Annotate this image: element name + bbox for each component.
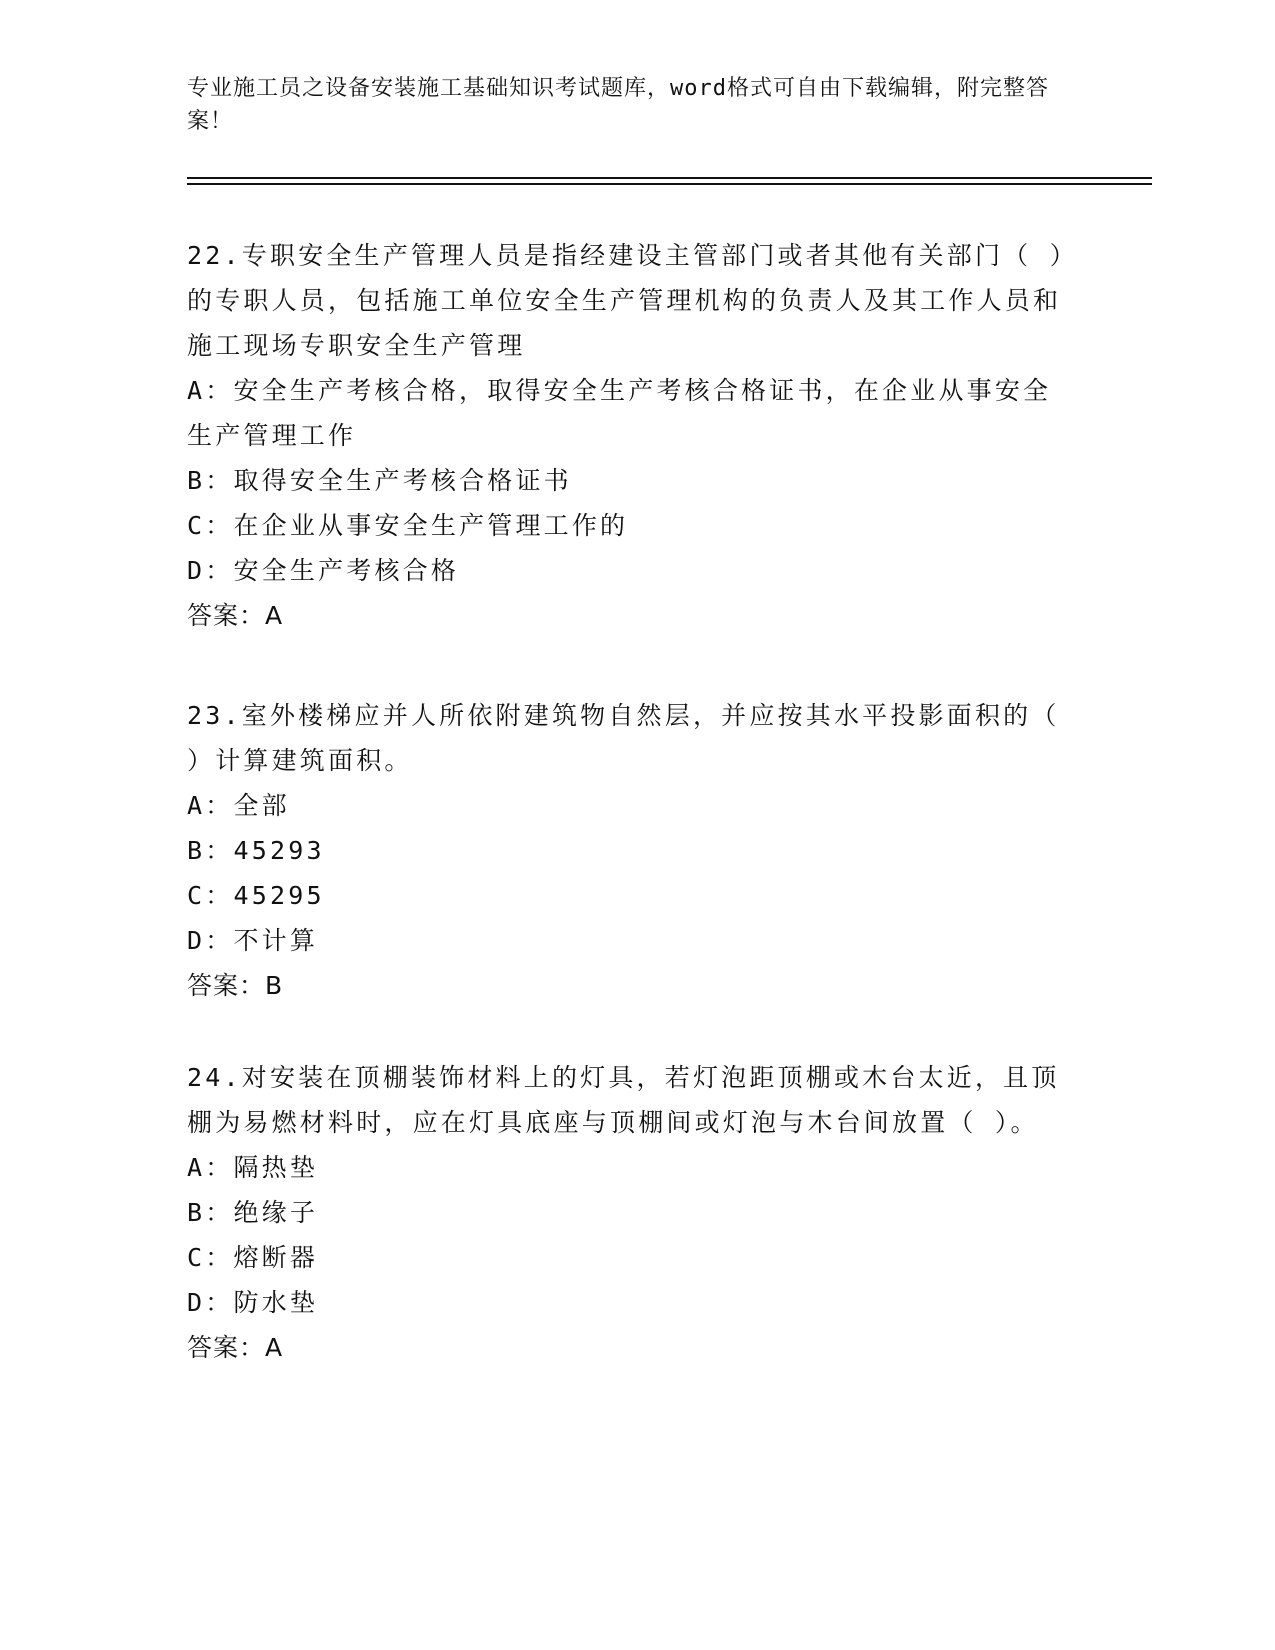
option-letter: D： — [187, 926, 234, 955]
option-text: 取得安全生产考核合格证书 — [233, 466, 572, 495]
answer-line: 答案：A — [187, 1333, 284, 1362]
option-a — [187, 783, 1067, 828]
option-text: 安全生产考核合格，取得安全生产考核合格证书，在企业从事安全生产管理工作 — [187, 376, 1052, 450]
option-b — [187, 458, 1067, 503]
option-text: 不计算 — [233, 926, 319, 955]
option-text: 隔热垫 — [233, 1153, 319, 1182]
option-b — [187, 1190, 1067, 1235]
option-text: 45295 — [233, 881, 325, 910]
option-text: 全部 — [233, 791, 290, 820]
option-c — [187, 873, 1067, 918]
option-letter: A： — [187, 376, 234, 405]
answer-line: 答案：B — [187, 971, 284, 1000]
option-letter: A： — [187, 1153, 234, 1182]
option-text: 在企业从事安全生产管理工作的 — [233, 511, 629, 540]
option-letter: B： — [187, 466, 234, 495]
option-text: 绝缘子 — [233, 1198, 319, 1227]
option-text: 安全生产考核合格 — [233, 556, 460, 585]
document-header: 专业施工员之设备安装施工基础知识考试题库，word格式可自由下载编辑，附完整答案！ — [187, 76, 1049, 134]
header-rule-top — [187, 177, 1152, 179]
question-stem: 22.专职安全生产管理人员是指经建设主管部门或者其他有关部门（ ）的专职人员，包括施工单位安全生产管理机构的负责人及其工作人员和施工现场专职安全生产管理 — [187, 241, 1066, 360]
question-24 — [187, 1055, 1067, 1370]
option-text: 防水垫 — [233, 1288, 319, 1317]
option-b — [187, 828, 1067, 873]
option-d — [187, 918, 1067, 963]
option-letter: C： — [187, 881, 234, 910]
option-a — [187, 368, 1067, 458]
answer-line: 答案：A — [187, 601, 284, 630]
option-a — [187, 1145, 1067, 1190]
option-letter: B： — [187, 836, 234, 865]
option-text: 45293 — [233, 836, 325, 865]
option-d — [187, 1280, 1067, 1325]
option-letter: C： — [187, 511, 234, 540]
question-stem: 23.室外楼梯应并人所依附建筑物自然层，并应按其水平投影面积的（ ）计算建筑面积。 — [187, 701, 1078, 775]
option-letter: B： — [187, 1198, 234, 1227]
option-letter: D： — [187, 556, 234, 585]
option-d — [187, 548, 1067, 593]
question-23 — [187, 693, 1078, 1008]
question-22 — [187, 233, 1067, 638]
option-c — [187, 1235, 1067, 1280]
option-letter: D： — [187, 1288, 234, 1317]
option-letter: A： — [187, 791, 234, 820]
header-rule-bottom — [187, 183, 1152, 185]
question-stem: 24.对安装在顶棚装饰材料上的灯具，若灯泡距顶棚或木台太近，且顶棚为易燃材料时，应在灯具底座与顶棚间或灯泡与木台间放置（ ）。 — [187, 1063, 1060, 1137]
option-text: 熔断器 — [233, 1243, 319, 1272]
option-c — [187, 503, 1067, 548]
option-letter: C： — [187, 1243, 234, 1272]
